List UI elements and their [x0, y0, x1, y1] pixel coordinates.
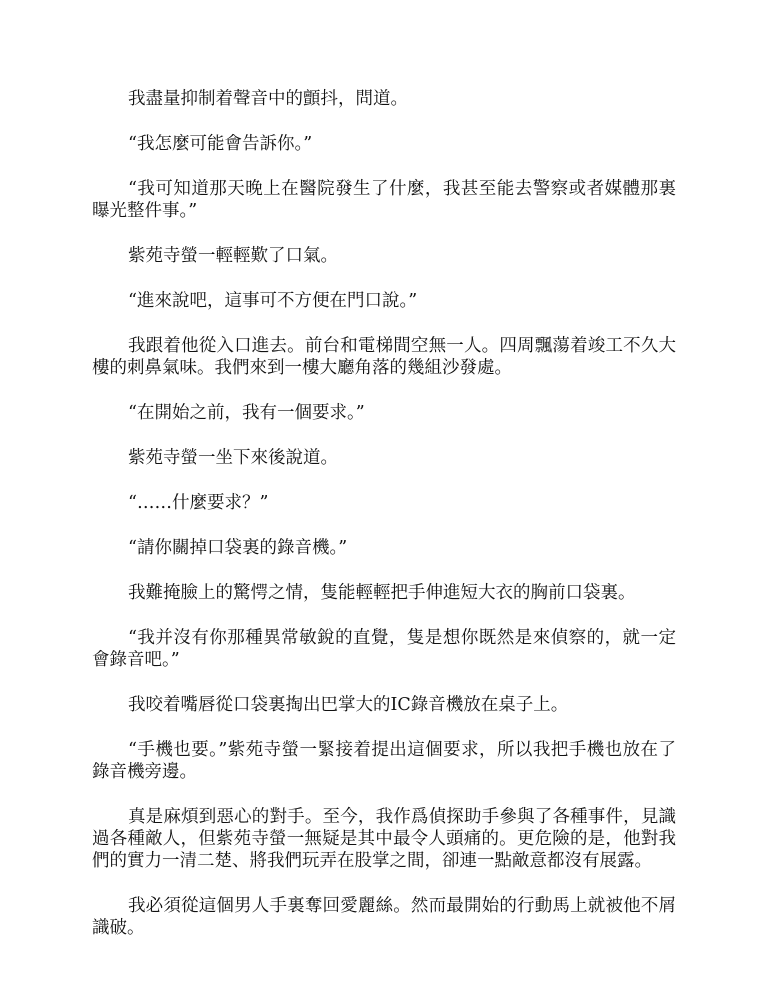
- paragraph: “我怎麼可能會告訴你。”: [128, 134, 313, 154]
- paragraph: 我咬着嘴唇從口袋裏掏出巴掌大的IC錄音機放在桌子上。: [128, 695, 569, 715]
- paragraph: 我跟着他從入口進去。前台和電梯間空無一人。四周飄蕩着竣工不久大樓的刺鼻氣味。我們來到一樓大廳角落的幾組沙發處。: [92, 336, 676, 378]
- paragraph: “請你關掉口袋裏的錄音機。”: [128, 538, 348, 558]
- paragraph: 紫苑寺螢一輕輕歎了口氣。: [128, 246, 338, 266]
- paragraph: “在開始之前，我有一個要求。”: [128, 403, 365, 423]
- paragraph: “我并沒有你那種異常敏銳的直覺，隻是想你既然是來偵察的，就一定會錄音吧。”: [92, 628, 676, 670]
- paragraph: 真是麻煩到惡心的對手。至今，我作爲偵探助手參與了各種事件，見識過各種敵人，但紫苑寺螢一無疑是其中最令人頭痛的。更危險的是，他對我們的實力一清二楚、將我們玩弄在股掌之間，卻連一點敵意都沒有展露。: [92, 807, 676, 871]
- paragraph: “手機也要。”紫苑寺螢一緊接着提出這個要求，所以我把手機也放在了錄音機旁邊。: [92, 740, 676, 782]
- page-text: [92, 88, 676, 962]
- paragraph: “……什麼要求？”: [128, 493, 269, 513]
- paragraph: 紫苑寺螢一坐下來後說道。: [128, 448, 338, 468]
- paragraph: 我必須從這個男人手裏奪回愛麗絲。然而最開始的行動馬上就被他不屑識破。: [92, 896, 676, 938]
- paragraph: 我盡量抑制着聲音中的顫抖，問道。: [128, 89, 408, 109]
- paragraph: “進來說吧，這事可不方便在門口說。”: [128, 291, 418, 311]
- paragraph: 我難掩臉上的驚愕之情，隻能輕輕把手伸進短大衣的胸前口袋裏。: [128, 583, 636, 603]
- paragraph: “我可知道那天晚上在醫院發生了什麼，我甚至能去警察或者媒體那裏曝光整件事。”: [92, 179, 676, 221]
